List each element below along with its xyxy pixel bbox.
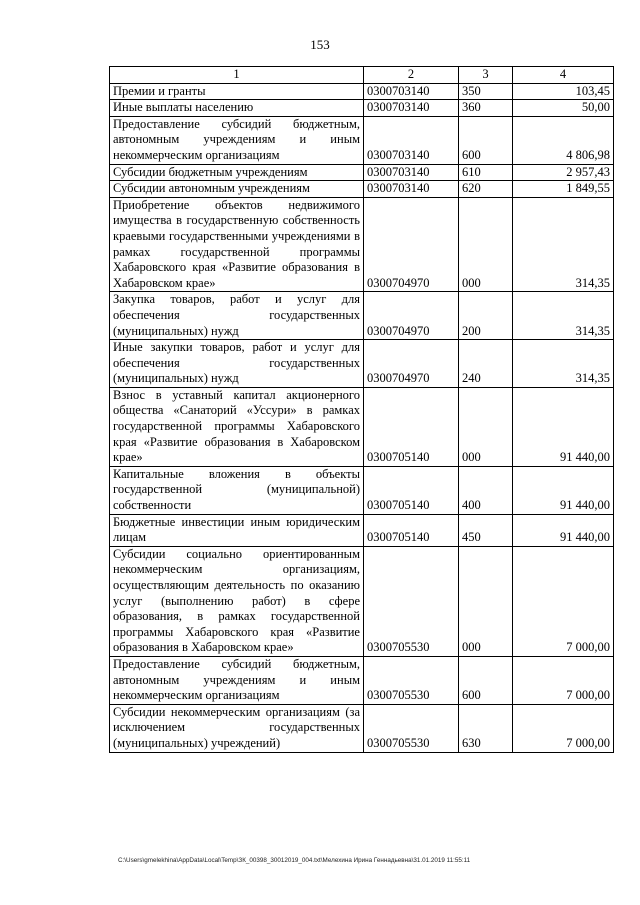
column-header-4: 4 — [513, 67, 614, 84]
row-type: 400 — [459, 466, 513, 514]
row-type: 360 — [459, 100, 513, 117]
table-row — [110, 83, 614, 100]
table-row — [110, 164, 614, 181]
row-name: Премии и гранты — [110, 83, 364, 100]
row-code: 0300705140 — [364, 387, 459, 466]
row-code: 0300703140 — [364, 100, 459, 117]
row-code: 0300705140 — [364, 514, 459, 546]
table-row — [110, 181, 614, 198]
row-type: 610 — [459, 164, 513, 181]
row-code: 0300704970 — [364, 197, 459, 292]
row-code: 0300705140 — [364, 466, 459, 514]
row-sum: 7 000,00 — [513, 704, 614, 752]
row-name: Закупка товаров, работ и услуг для обеспечения государственных (муниципальных) нужд — [110, 292, 364, 340]
row-sum: 50,00 — [513, 100, 614, 117]
row-type: 200 — [459, 292, 513, 340]
row-sum: 1 849,55 — [513, 181, 614, 198]
row-name: Взнос в уставный капитал акционерного общества «Санаторий «Уссури» в рамках государственной программы Хабаровского края «Развитие образования в Хабаровском крае» — [110, 387, 364, 466]
row-name: Бюджетные инвестиции иным юридическим лицам — [110, 514, 364, 546]
row-code: 0300705530 — [364, 656, 459, 704]
row-type: 000 — [459, 197, 513, 292]
budget-table — [109, 66, 614, 753]
row-name: Субсидии социально ориентированным некоммерческим организациям, осуществляющим деятельность по оказанию услуг (выполнению работ) в сфере образования, в рамках государственной программы Хабаровского края «Развитие образования в Хабаровском крае» — [110, 546, 364, 656]
row-code: 0300705530 — [364, 546, 459, 656]
row-type: 630 — [459, 704, 513, 752]
row-name: Предоставление субсидий бюджетным, автономным учреждениям и иным некоммерческим организациям — [110, 116, 364, 164]
table-row — [110, 514, 614, 546]
column-header-3: 3 — [459, 67, 513, 84]
row-sum: 314,35 — [513, 292, 614, 340]
table-row — [110, 546, 614, 656]
row-code: 0300703140 — [364, 164, 459, 181]
row-sum: 91 440,00 — [513, 387, 614, 466]
table-row — [110, 292, 614, 340]
row-name: Предоставление субсидий бюджетным, автономным учреждениям и иным некоммерческим организациям — [110, 656, 364, 704]
row-type: 450 — [459, 514, 513, 546]
file-path-footer: C:\Users\gmelekhina\AppData\Local\Temp\ЗК_00398_30012019_004.txt\Мелехина Ирина Геннадьевна\31.01.2019 11:55:11 — [118, 857, 471, 864]
row-sum: 7 000,00 — [513, 546, 614, 656]
row-name: Иные выплаты населению — [110, 100, 364, 117]
row-sum: 91 440,00 — [513, 514, 614, 546]
row-sum: 7 000,00 — [513, 656, 614, 704]
row-name: Приобретение объектов недвижимого имущества в государственную собственность краевыми государственными учреждениями в рамках государственной программы Хабаровского края «Развитие образования в Хабаровском крае» — [110, 197, 364, 292]
row-name: Субсидии бюджетным учреждениям — [110, 164, 364, 181]
table-row — [110, 387, 614, 466]
row-code: 0300703140 — [364, 181, 459, 198]
table-row — [110, 100, 614, 117]
row-sum: 314,35 — [513, 197, 614, 292]
row-sum: 314,35 — [513, 340, 614, 388]
row-code: 0300705530 — [364, 704, 459, 752]
row-sum: 4 806,98 — [513, 116, 614, 164]
row-type: 000 — [459, 387, 513, 466]
table-header-row — [110, 67, 614, 84]
table-row — [110, 466, 614, 514]
row-type: 600 — [459, 116, 513, 164]
row-type: 240 — [459, 340, 513, 388]
row-type: 620 — [459, 181, 513, 198]
table-row — [110, 197, 614, 292]
row-sum: 2 957,43 — [513, 164, 614, 181]
table-row — [110, 656, 614, 704]
row-code: 0300704970 — [364, 340, 459, 388]
row-name: Иные закупки товаров, работ и услуг для обеспечения государственных (муниципальных) нужд — [110, 340, 364, 388]
table-row — [110, 116, 614, 164]
row-name: Субсидии некоммерческим организациям (за исключением государственных (муниципальных) учреждений) — [110, 704, 364, 752]
row-type: 350 — [459, 83, 513, 100]
row-code: 0300704970 — [364, 292, 459, 340]
row-code: 0300703140 — [364, 83, 459, 100]
row-type: 600 — [459, 656, 513, 704]
row-type: 000 — [459, 546, 513, 656]
row-sum: 103,45 — [513, 83, 614, 100]
row-name: Капитальные вложения в объекты государственной (муниципальной) собственности — [110, 466, 364, 514]
column-header-1: 1 — [110, 67, 364, 84]
row-sum: 91 440,00 — [513, 466, 614, 514]
table-row — [110, 704, 614, 752]
table-row — [110, 340, 614, 388]
row-name: Субсидии автономным учреждениям — [110, 181, 364, 198]
row-code: 0300703140 — [364, 116, 459, 164]
column-header-2: 2 — [364, 67, 459, 84]
page-number: 153 — [310, 37, 330, 52]
